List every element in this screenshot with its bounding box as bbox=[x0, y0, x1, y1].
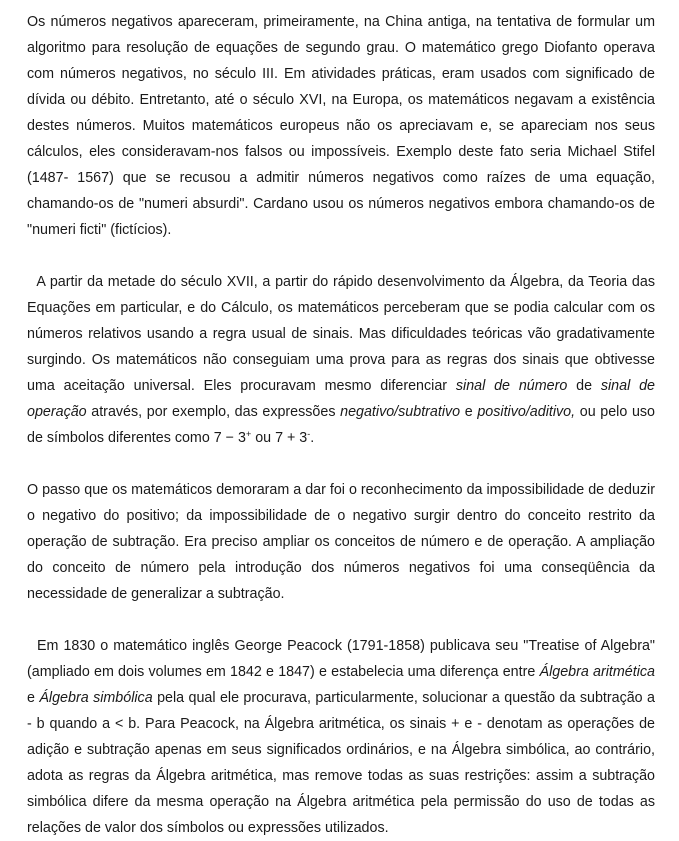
italic-term-algebra-simbolica: Álgebra simbólica bbox=[39, 690, 153, 706]
italic-term-negativo-subtrativo: negativo/subtrativo bbox=[340, 404, 461, 420]
italic-term-sinal-de-operacao: sinal de operação bbox=[27, 378, 655, 420]
paragraph-2-text-f: ou 7 + 3 bbox=[251, 430, 308, 446]
paragraph-1 bbox=[27, 9, 655, 243]
italic-term-algebra-aritmetica: Álgebra aritmética bbox=[539, 664, 655, 680]
paragraph-3-text: O passo que os matemáticos demoraram a dar foi o reconhecimento da impossibilidade de deduzir o negativo do positivo; da impossibilidade de o negativo surgir dentro do conceito restrito da operação de subtração. Era preciso ampliar os conceitos de número e de operação. A ampliação do conceito de número pela introdução dos números negativos foi uma conseqüência da necessidade de generalizar a subtração. bbox=[27, 482, 655, 602]
paragraph-2-text-d: e bbox=[460, 404, 478, 420]
paragraph-4-text-b: e bbox=[27, 690, 40, 706]
paragraph-2-text-e: ou pelo uso de símbolos diferentes como 7 − 3 bbox=[27, 404, 655, 446]
paragraph-4 bbox=[27, 633, 655, 841]
italic-term-sinal-de-numero: sinal de número bbox=[455, 378, 568, 394]
paragraph-2 bbox=[27, 269, 655, 451]
paragraph-2-text-b: de bbox=[567, 378, 601, 394]
paragraph-2-text-g: . bbox=[310, 430, 315, 446]
paragraph-3 bbox=[27, 477, 655, 607]
paragraph-2-text-a: A partir da metade do século XVII, a partir do rápido desenvolvimento da Álgebra, da Teoria das Equações em particular, e do Cálculo, os matemáticos perceberam que se podia calcular com os números relativos usando a regra usual de sinais. Mas dificuldades teóricas vão gradativamente surgindo. Os matemáticos não conseguiam uma prova para as regras dos sinais que obtivesse uma aceitação universal. Eles procuravam mesmo diferenciar bbox=[27, 274, 655, 394]
superscript-minus: - bbox=[307, 429, 311, 439]
paragraph-1-text: Os números negativos apareceram, primeiramente, na China antiga, na tentativa de formular um algoritmo para resolução de equações de segundo grau. O matemático grego Diofanto operava com números negativos, no século III. Em atividades práticas, eram usados com significado de dívida ou débito. Entretanto, até o século XVI, na Europa, os matemáticos negavam a existência destes números. Muitos matemáticos europeus não os apreciavam e, se apareciam nos seus cálculos, eles consideravam-nos falsos ou impossíveis. Exemplo deste fato seria Michael Stifel (1487- 1567) que se recusou a admitir números negativos como raízes de uma equação, chamando-os de "numeri absurdi". Cardano usou os números negativos embora chamando-os de "numeri ficti" (fictícios). bbox=[27, 14, 655, 238]
paragraph-4-text-a: Em 1830 o matemático inglês George Peacock (1791-1858) publicava seu "Treatise of Algebra" (ampliado em dois volumes em 1842 e 1847) e estabelecia uma diferença entre bbox=[27, 638, 655, 680]
paragraph-2-text-c: através, por exemplo, das expressões bbox=[86, 404, 341, 420]
superscript-plus: + bbox=[245, 429, 252, 439]
italic-term-positivo-aditivo: positivo/aditivo, bbox=[477, 404, 576, 420]
document-body bbox=[27, 9, 655, 841]
paragraph-4-text-c: pela qual ele procurava, particularmente, solucionar a questão da subtração a - b quando a < b. Para Peacock, na Álgebra aritmética, os sinais + e - denotam as operações de adição e subtração apenas em seus significados ordinários, e na Álgebra simbólica, ao contrário, adota as regras da Álgebra aritmética, mas remove todas as suas restrições: assim a subtração simbólica difere da mesma operação na Álgebra aritmética pela permissão do uso de todas as relações de valor dos símbolos ou expressões utilizados. bbox=[27, 690, 655, 836]
